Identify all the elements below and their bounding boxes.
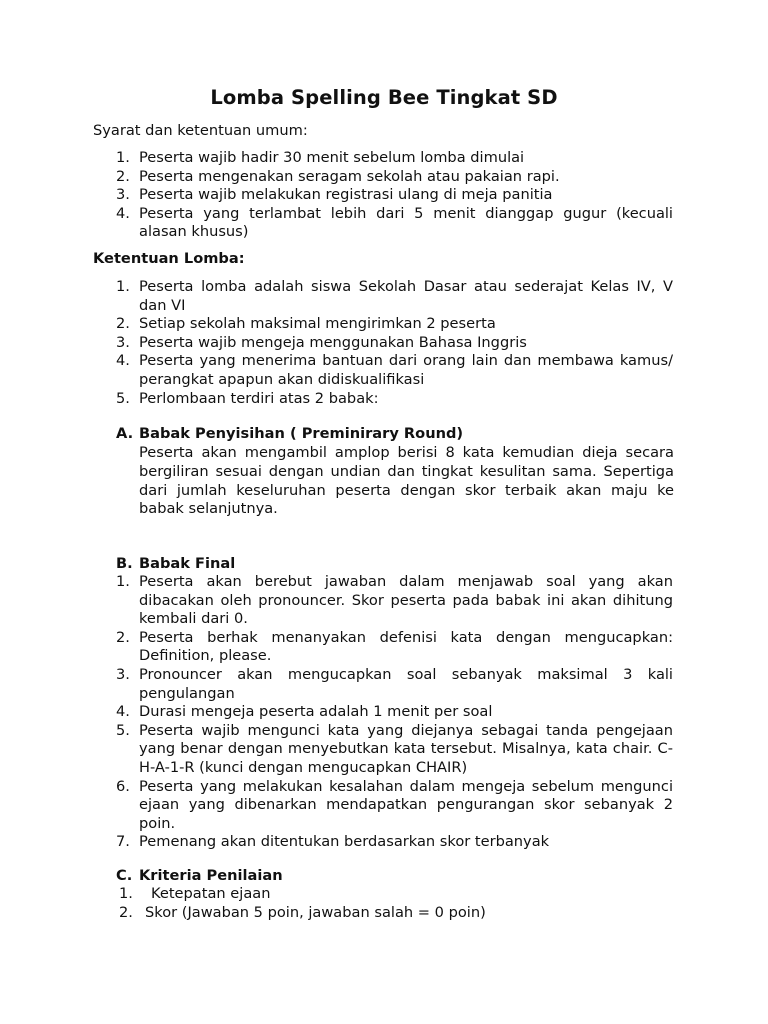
list-item-text: Peserta akan berebut jawaban dalam menjawab soal yang akan dibacakan oleh pronouncer. Skor peserta pada babak ini akan dihitung kembali dari 0. xyxy=(139,573,673,628)
list-item xyxy=(93,833,673,852)
list-item xyxy=(93,352,673,389)
list-item xyxy=(93,334,673,353)
list-item-text: Perlombaan terdiri atas 2 babak: xyxy=(139,389,379,407)
list-item-text: Setiap sekolah maksimal mengirimkan 2 peserta xyxy=(139,315,496,333)
list-number: 4. xyxy=(116,352,130,370)
list-item-text: Pronouncer akan mengucapkan soal sebanyak maksimal 3 kali pengulangan xyxy=(139,665,673,702)
list-item xyxy=(93,703,673,722)
criteria-heading xyxy=(116,867,676,886)
criteria-list xyxy=(93,885,673,922)
list-item-text: Peserta yang terlambat lebih dari 5 menit dianggap gugur (kecuali alasan khusus) xyxy=(139,204,673,241)
final-round-list xyxy=(93,573,673,852)
list-number: 1. xyxy=(116,149,130,166)
list-number: 5. xyxy=(116,389,130,407)
general-terms-list xyxy=(93,149,673,242)
list-number: 5. xyxy=(116,721,130,739)
section-title: Babak Final xyxy=(139,555,236,572)
list-item-text: Peserta lomba adalah siswa Sekolah Dasar atau sederajat Kelas IV, V dan VI xyxy=(139,278,673,314)
list-item xyxy=(93,778,673,834)
list-item xyxy=(93,390,673,409)
list-number: 4. xyxy=(116,204,130,222)
document-title: Lomba Spelling Bee Tingkat SD xyxy=(210,86,558,109)
list-item xyxy=(93,885,673,904)
list-number: 3. xyxy=(116,186,130,204)
round-b-heading xyxy=(116,555,676,574)
competition-rules-list xyxy=(93,278,673,408)
list-item xyxy=(93,904,673,923)
competition-rules-heading: Ketentuan Lomba: xyxy=(93,250,245,267)
section-title: Babak Penyisihan ( Preminirary Round) xyxy=(139,425,464,442)
list-item xyxy=(93,666,673,703)
list-item-text: Peserta berhak menanyakan defenisi kata dengan mengucapkan: Definition, please. xyxy=(139,628,673,665)
list-item xyxy=(93,573,673,629)
list-item-text: Peserta wajib melakukan registrasi ulang di meja panitia xyxy=(139,186,553,204)
round-a-description: Peserta akan mengambil amplop berisi 8 kata kemudian dieja secara bergiliran sesuai dengan undian dan tingkat kesulitan sama. Sepertiga dari jumlah keseluruhan peserta dengan skor terbaik akan maju ke babak selanjutnya. xyxy=(139,444,674,518)
round-a-heading xyxy=(116,425,676,444)
list-item-text: Durasi mengeja peserta adalah 1 menit per soal xyxy=(139,703,493,721)
list-number: 2. xyxy=(116,167,130,185)
list-item xyxy=(93,722,673,778)
general-terms-heading: Syarat dan ketentuan umum: xyxy=(93,122,308,139)
list-item xyxy=(93,186,673,205)
section-letter: B. xyxy=(116,555,133,572)
list-item-text: Peserta mengenakan seragam sekolah atau pakaian rapi. xyxy=(139,167,560,185)
list-item xyxy=(93,278,673,315)
section-letter: A. xyxy=(116,425,134,442)
list-number: 3. xyxy=(116,333,130,351)
list-item-text: Peserta wajib mengeja menggunakan Bahasa Inggris xyxy=(139,333,527,351)
list-item xyxy=(93,205,673,242)
list-item-text: Pemenang akan ditentukan berdasarkan skor terbanyak xyxy=(139,833,550,851)
list-item-text: Peserta wajib hadir 30 menit sebelum lomba dimulai xyxy=(139,149,525,166)
list-number: 1. xyxy=(119,885,133,902)
list-number: 2. xyxy=(119,903,133,921)
list-number: 7. xyxy=(116,833,130,851)
list-item-text: Peserta yang melakukan kesalahan dalam mengeja sebelum mengunci ejaan yang dibenarkan mendapatkan pengurangan skor sebanyak 2 poin. xyxy=(139,777,673,832)
list-item xyxy=(93,168,673,187)
list-item-text: Ketepatan ejaan xyxy=(151,885,271,902)
list-item-text: Peserta wajib mengunci kata yang diejanya sebagai tanda pengejaan yang benar dengan menyebutkan kata tersebut. Misalnya, kata chair. C-H-A-1-R (kunci dengan mengucapkan CHAIR) xyxy=(139,721,673,776)
list-number: 2. xyxy=(116,315,130,333)
list-number: 2. xyxy=(116,628,130,646)
section-title: Kriteria Penilaian xyxy=(139,867,283,884)
list-number: 3. xyxy=(116,665,130,683)
list-item xyxy=(93,629,673,666)
list-number: 4. xyxy=(116,703,130,721)
list-number: 1. xyxy=(116,573,130,590)
list-number: 1. xyxy=(116,278,130,295)
section-letter: C. xyxy=(116,867,133,884)
list-item xyxy=(93,315,673,334)
list-item-text: Skor (Jawaban 5 poin, jawaban salah = 0 poin) xyxy=(145,903,486,921)
list-item-text: Peserta yang menerima bantuan dari orang lain dan membawa kamus/ perangkat apapun akan didiskualifikasi xyxy=(139,352,673,388)
list-number: 6. xyxy=(116,777,130,795)
list-item xyxy=(93,149,673,168)
